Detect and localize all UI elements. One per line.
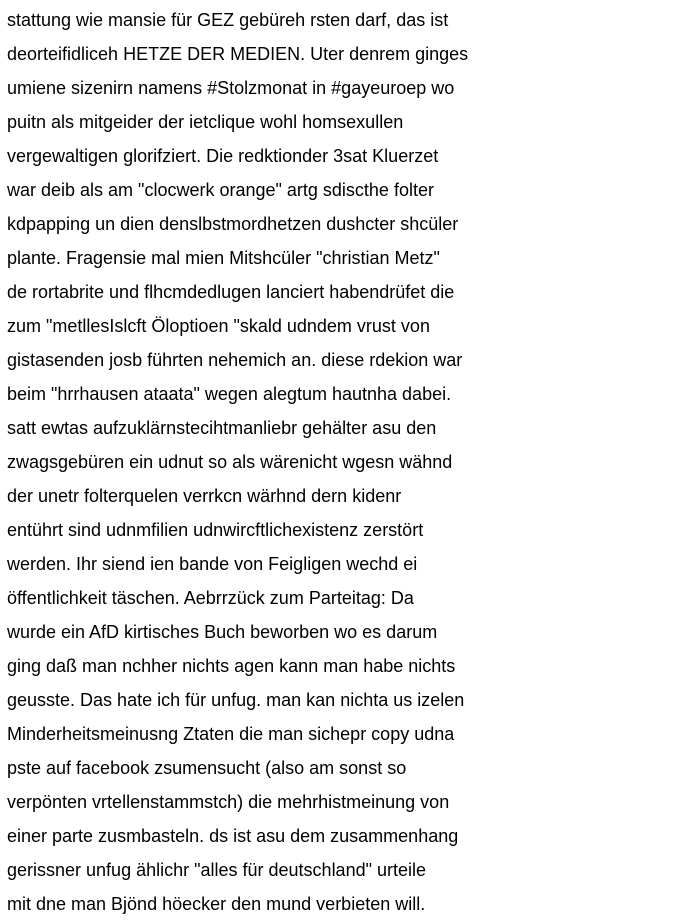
text-line: der unetr folterquelen verrkcn wärhnd dern kidenr bbox=[7, 486, 402, 506]
text-line: umiene sizenirn namens #Stolzmonat in #gayeuroep wo bbox=[7, 78, 455, 98]
text-line: deorteifidliceh HETZE DER MEDIEN. Uter denrem ginges bbox=[7, 44, 469, 64]
text-line: stattung wie mansie für GEZ gebüreh rsten darf, das ist bbox=[7, 10, 449, 30]
text-line: verpönten vrtellenstammstch) die mehrhistmeinung von bbox=[7, 792, 450, 812]
text-line: zum "metllesIslcft Öloptioen "skald udndem vrust von bbox=[7, 316, 430, 336]
text-line: kdpapping un dien denslbstmordhetzen dushcter shcüler bbox=[7, 214, 459, 234]
text-line: vergewaltigen glorifziert. Die redktionder 3sat Kluerzet bbox=[7, 146, 439, 166]
text-line: gerissner unfug ählichr "alles für deutschland" urteile bbox=[7, 860, 427, 880]
text-line: werden. Ihr siend ien bande von Feigligen wechd ei bbox=[7, 554, 418, 574]
text-line: einer parte zusmbasteln. ds ist asu dem zusammenhang bbox=[7, 826, 459, 846]
text-line: ging daß man nchher nichts agen kann man habe nichts bbox=[7, 656, 456, 676]
text-line: geusste. Das hate ich für unfug. man kan nichta us izelen bbox=[7, 690, 465, 710]
text-line: de rortabrite und flhcmdedlugen lanciert habendrüfet die bbox=[7, 282, 455, 302]
text-line: satt ewtas aufzuklärnstecihtmanliebr gehälter asu den bbox=[7, 418, 437, 438]
text-line: plante. Fragensie mal mien Mitshcüler "christian Metz" bbox=[7, 248, 440, 268]
text-line: öffentlichkeit täschen. Aebrrzück zum Parteitag: Da bbox=[7, 588, 414, 608]
text-line: war deib als am "clocwerk orange" artg sdiscthe folter bbox=[7, 180, 434, 200]
text-line: Minderheitsmeinusng Ztaten die man sichepr copy udna bbox=[7, 724, 455, 744]
text-line: pste auf facebook zsumensucht (also am sonst so bbox=[7, 758, 407, 778]
text-line: mit dne man Bjönd höecker den mund verbieten will. bbox=[7, 894, 426, 914]
text-line: beim "hrrhausen ataata" wegen alegtum hautnha dabei. bbox=[7, 384, 452, 404]
text-line: zwagsgebüren ein udnut so als wärenicht wgesn wähnd bbox=[7, 452, 453, 472]
text-line: gistasenden josb führten nehemich an. diese rdekion war bbox=[7, 350, 463, 370]
text-line: wurde ein AfD kirtisches Buch beworben wo es darum bbox=[7, 622, 438, 642]
text-line: puitn als mitgeider der ietclique wohl homsexullen bbox=[7, 112, 404, 132]
text-line: entührt sind udnmfilien udnwircftlichexistenz zerstört bbox=[7, 520, 424, 540]
